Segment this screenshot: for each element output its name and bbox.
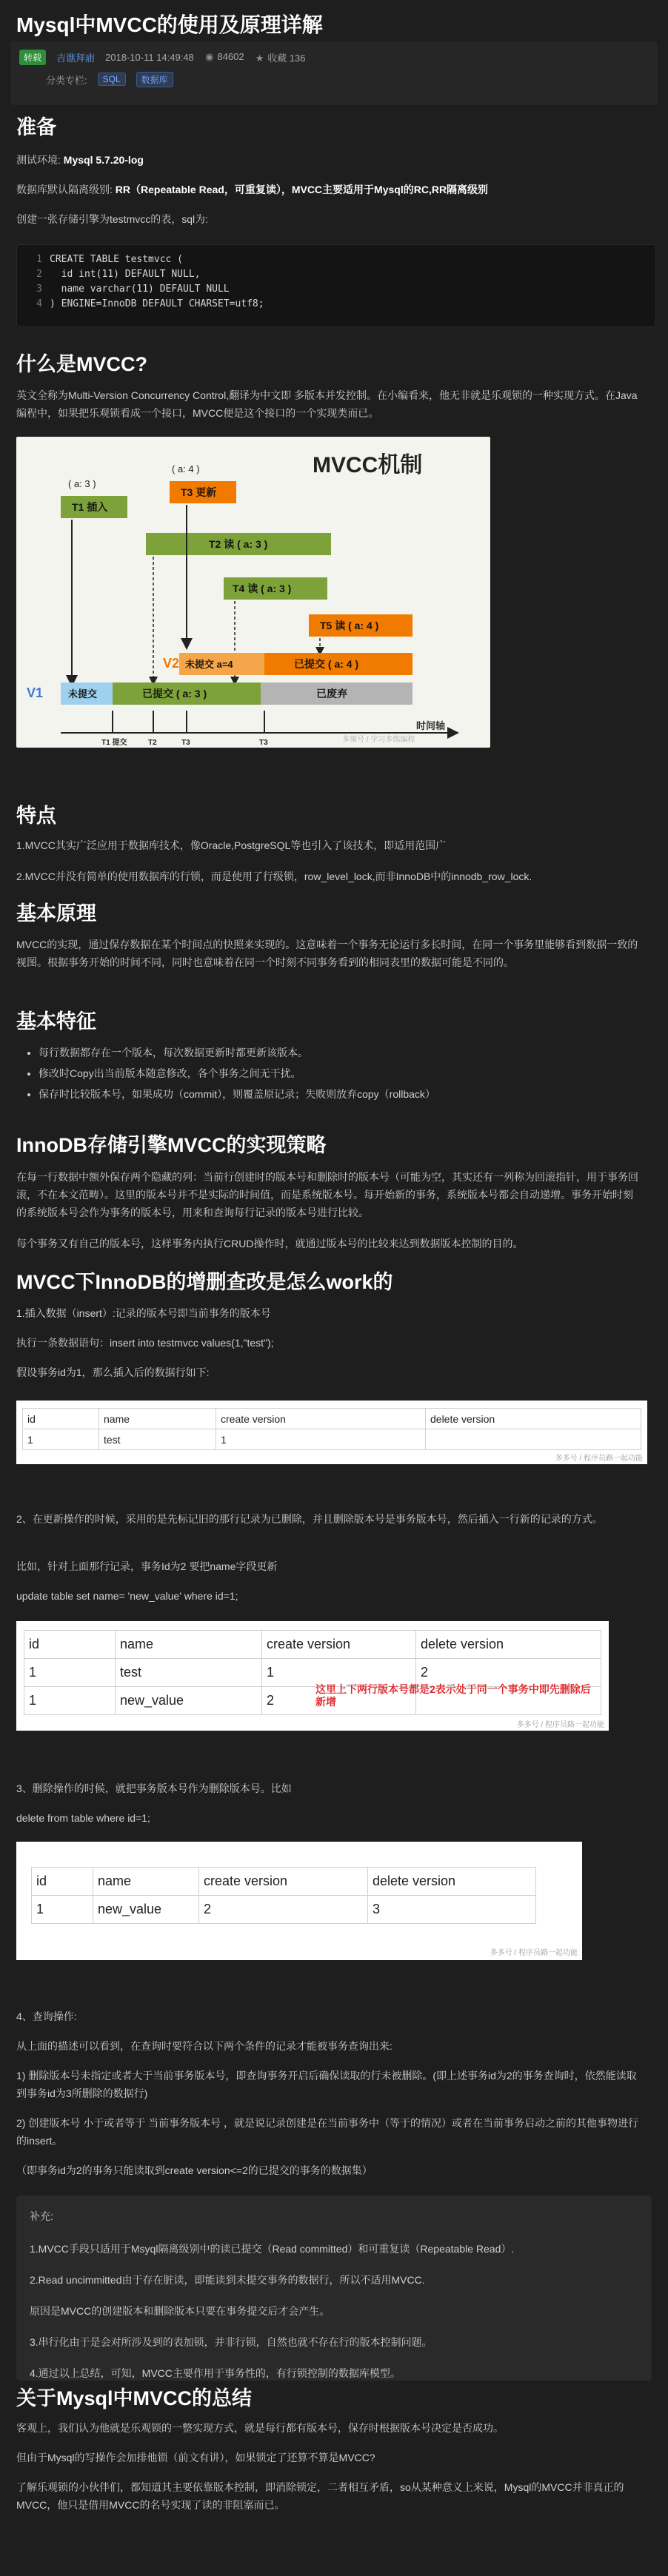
tick-label-3: T3 bbox=[181, 739, 190, 747]
basic-list bbox=[16, 1042, 665, 1104]
features-p1: 1.MVCC其实广泛应用于数据库技术，像Oracle,PostgreSQL等也引入了该技术，即适用范围广 bbox=[16, 839, 447, 851]
table-row bbox=[32, 1896, 536, 1924]
v1-label: V1 bbox=[27, 685, 44, 700]
table3 bbox=[31, 1867, 536, 1924]
table-header-cell: delete version bbox=[368, 1868, 536, 1896]
table-header-cell: name bbox=[99, 1409, 216, 1429]
line-number: 3 bbox=[36, 284, 42, 295]
table-header-row bbox=[24, 1631, 601, 1659]
principle-para: MVCC的实现，通过保存数据在某个时间点的快照来实现的。这意味着一个事务无论运行多长时间，在同一个事务里能够看到数据一致的视图。根据事务开始的时间不同，同时也意味着在同一个时刻不同事务看到的相同表里的数据可能是不同的。 bbox=[16, 939, 638, 968]
supplement-item: 2.Read uncimmitted由于存在脏读，即能读到未提交事务的数据行，所以不适用MVCC. bbox=[30, 2274, 425, 2286]
v1-committed-label: 已提交 ( a: 3 ) bbox=[142, 688, 207, 700]
diagram-watermark: 多频号 / 学习多练编程 bbox=[342, 736, 415, 744]
v2-committed-label: 已提交 ( a: 4 ) bbox=[294, 658, 359, 670]
insert-title: 1.插入数据（insert）:记录的版本号即当前事务的版本号 bbox=[16, 1307, 271, 1319]
table-header-cell: create version bbox=[262, 1631, 416, 1659]
table-cell: new_value bbox=[93, 1896, 199, 1924]
query-note: （即事务id为2的事务只能读取到create version<=2的已提交的事务的数据集） bbox=[16, 2164, 373, 2176]
table-header-cell: name bbox=[116, 1631, 262, 1659]
table2-watermark: 多多号 / 程序员路一起功能 bbox=[516, 1721, 604, 1729]
table3-container bbox=[16, 1842, 582, 1960]
mvcc-diagram-svg bbox=[16, 437, 490, 748]
table-cell: 2 bbox=[199, 1896, 368, 1924]
table-header-cell: id bbox=[23, 1409, 99, 1429]
page-title: Mysql中MVCC的使用及原理详解 bbox=[16, 13, 323, 36]
table-cell: new_value bbox=[116, 1687, 262, 1715]
code-text: ) ENGINE=InnoDB DEFAULT CHARSET=utf8; bbox=[50, 298, 264, 309]
innodb-para1: 在每一行数据中额外保存两个隐藏的列：当前行创建时的版本号和删除时的版本号（可能为空，其实还有一列称为回滚指针，用于事务回滚，不在本文范畴）。这里的版本号并不是实际的时间值，而是系统版本号。每开始新的事务，系统版本号都会自动递增。事务开始时刻的系统版本号会作为事务的版本号，用来和查询每行记录的版本号进行比较。 bbox=[16, 1171, 638, 1218]
table-cell: 1 bbox=[24, 1659, 116, 1687]
meta-row-1 bbox=[19, 49, 649, 65]
table-cell bbox=[426, 1429, 641, 1450]
v2-uncommitted-label: 未提交 a=4 bbox=[185, 659, 233, 670]
heading-prep: 准备 bbox=[16, 116, 56, 138]
code-line bbox=[23, 282, 649, 297]
table-cell: test bbox=[99, 1429, 216, 1450]
table-row bbox=[23, 1429, 641, 1450]
create-intro: 创建一张存储引擎为testmvcc的表，sql为: bbox=[16, 213, 209, 225]
supplement-item: 4.通过以上总结，可知，MVCC主要作用于事务性的，有行锁控制的数据库模型。 bbox=[30, 2367, 401, 2379]
favorites-label: 收藏 136 bbox=[267, 52, 306, 64]
table-header-cell: delete version bbox=[416, 1631, 601, 1659]
code-block[interactable] bbox=[16, 244, 656, 327]
author-link[interactable]: 吉谯拜庙 bbox=[56, 52, 96, 64]
repost-badge: 转载 bbox=[19, 50, 46, 65]
table-cell: 2 bbox=[262, 1687, 416, 1715]
table-cell: 1 bbox=[32, 1896, 93, 1924]
table2-container bbox=[16, 1621, 609, 1731]
iso-label: 数据库默认隔离级别: bbox=[16, 184, 113, 195]
table2-annotation: 这里上下两行版本号都是2表示处于同一个事务中即先删除后新增 bbox=[315, 1683, 591, 1708]
iso-line bbox=[16, 181, 488, 198]
query-condition-2: 2) 创建版本号 小于或者等于 当前事务版本号 ，就是说记录创建是在当前事务中（等于的情况）或者在当前事务启动之前的其他事物进行的insert。 bbox=[16, 2117, 639, 2147]
v1-uncommitted-label: 未提交 bbox=[68, 688, 98, 700]
star-icon: ★ bbox=[255, 52, 264, 64]
list-item: • 保存时比较版本号，如果成功（commit），则覆盖原记录；失败则放弃copy（rollback） bbox=[39, 1084, 665, 1104]
table1 bbox=[22, 1408, 641, 1450]
list-item: • 每行数据都存在一个版本，每次数据更新时都更新该版本。 bbox=[39, 1042, 665, 1063]
axis-label: 时间轴 bbox=[416, 720, 446, 731]
heading-principle: 基本原理 bbox=[16, 902, 96, 925]
table-cell: 2 bbox=[416, 1659, 601, 1687]
supplement-box bbox=[16, 2196, 652, 2381]
delete-sql: delete from table where id=1; bbox=[16, 1812, 150, 1824]
eye-icon: ◉ bbox=[205, 51, 214, 62]
table-header-cell: id bbox=[24, 1631, 116, 1659]
supplement-title: 补充: bbox=[30, 2210, 53, 2222]
update-sql: update table set name= 'new_value' where id=1; bbox=[16, 1590, 238, 1602]
env-value: Mysql 5.7.20-log bbox=[63, 154, 144, 166]
code-text: name varchar(11) DEFAULT NULL bbox=[50, 284, 230, 295]
table1-watermark: 多多号 / 程序员路一起功能 bbox=[555, 1455, 643, 1463]
code-line bbox=[23, 297, 649, 312]
table-header-row bbox=[23, 1409, 641, 1429]
summary-p3: 了解乐观锁的小伙伴们，都知道其主要依靠版本控制，即消除锁定，二者相互矛盾，so从某种意义上来说，Mysql的MVCC并非真正的MVCC，他只是借用MVCC的名号实现了读的非阻塞而已。 bbox=[16, 2481, 624, 2511]
t1-label: T1 插入 bbox=[72, 501, 108, 513]
table-header-cell: id bbox=[32, 1868, 93, 1896]
table-cell: 1 bbox=[262, 1659, 416, 1687]
iso-value: RR（Repeatable Read，可重复读），MVCC主要适用于Mysql的RC,RR隔离级别 bbox=[115, 184, 489, 195]
supplement-item: 3.串行化由于是会对所涉及到的表加锁，并非行锁，自然也就不存在行的版本控制问题。 bbox=[30, 2336, 432, 2348]
t4-label: T4 读 ( a: 3 ) bbox=[233, 583, 292, 594]
summary-p1: 客观上，我们认为他就是乐观锁的一整实现方式，就是每行都有版本号，保存时根据版本号决定是否成功。 bbox=[16, 2422, 504, 2434]
summary-p2: 但由于Mysql的写操作会加排他锁（前文有讲），如果锁定了还算不算是MVCC? bbox=[16, 2452, 375, 2463]
article-meta bbox=[10, 41, 658, 105]
table-cell: 3 bbox=[368, 1896, 536, 1924]
line-number: 1 bbox=[36, 254, 42, 265]
column-tag-database[interactable]: 数据库 bbox=[136, 72, 173, 87]
heading-crud: MVCC下InnoDB的增删查改是怎么work的 bbox=[16, 1271, 393, 1293]
heading-features: 特点 bbox=[16, 805, 56, 827]
heading-basic: 基本特征 bbox=[16, 1010, 96, 1033]
column-tag-sql[interactable]: SQL bbox=[98, 73, 126, 86]
meta-row-2 bbox=[19, 71, 649, 87]
diagram-title: MVCC机制 bbox=[313, 453, 423, 477]
t3-label: T3 更新 bbox=[181, 486, 217, 498]
tick-label-4: T3 bbox=[259, 739, 268, 747]
table-cell: test bbox=[116, 1659, 262, 1687]
table-header-cell: create version bbox=[216, 1409, 426, 1429]
table-cell: 1 bbox=[216, 1429, 426, 1450]
table-header-cell: name bbox=[93, 1868, 199, 1896]
v2-label: V2 bbox=[163, 656, 180, 671]
table-cell: 1 bbox=[23, 1429, 99, 1450]
code-line bbox=[23, 267, 649, 282]
table-row bbox=[24, 1659, 601, 1687]
heading-innodb: InnoDB存储引擎MVCC的实现策略 bbox=[16, 1134, 327, 1156]
update-eg: 比如，针对上面那行记录，事务Id为2 要把name字段更新 bbox=[16, 1560, 278, 1572]
tick-label-2: T2 bbox=[148, 739, 157, 747]
line-number: 4 bbox=[36, 298, 42, 309]
what-para: 英文全称为Multi-Version Concurrency Control,翻译为中文即 多版本并发控制。在小编看来，他无非就是乐观锁的一种实现方式。在Java编程中，如果把乐观锁看成一个接口，MVCC便是这个接口的一个实现类而已。 bbox=[16, 389, 638, 419]
query-title: 4、查询操作: bbox=[16, 2010, 77, 2022]
env-label: 测试环境: bbox=[16, 154, 61, 166]
code-line bbox=[23, 252, 649, 267]
heading-what: 什么是MVCC? bbox=[16, 353, 147, 375]
tick-label-1: T1 提交 bbox=[101, 739, 127, 747]
list-item: • 修改时Copy出当前版本随意修改，各个事务之间无干扰。 bbox=[39, 1063, 665, 1084]
table-header-cell: delete version bbox=[426, 1409, 641, 1429]
code-text: id int(11) DEFAULT NULL, bbox=[50, 269, 201, 280]
column-label: 分类专栏: bbox=[46, 74, 87, 86]
query-intro: 从上面的描述可以看到，在查询时要符合以下两个条件的记录才能被事务查询出来: bbox=[16, 2040, 393, 2052]
v1-discarded-label: 已废弃 bbox=[316, 688, 347, 700]
table-cell: 1 bbox=[24, 1687, 116, 1715]
t5-label: T5 读 ( a: 4 ) bbox=[320, 620, 379, 631]
table3-watermark: 多多号 / 程序员路一起功能 bbox=[490, 1949, 578, 1957]
views-value: 84602 bbox=[217, 51, 244, 62]
insert-assume: 假设事务id为1，那么插入后的数据行如下: bbox=[16, 1366, 210, 1378]
table1-container bbox=[16, 1401, 647, 1464]
supplement-item: 1.MVCC手段只适用于Msyql隔离级别中的读已提交（Read committed）和可重复读（Repeatable Read）. bbox=[30, 2243, 515, 2255]
supplement-item: 原因是MVCC的创建版本和删除版本只要在事务提交后才会产生。 bbox=[30, 2305, 330, 2317]
heading-summary: 关于Mysql中MVCC的总结 bbox=[16, 2387, 253, 2409]
features-p2: 2.MVCC并没有简单的使用数据库的行锁，而是使用了行级锁，row_level_lock,而非InnoDB中的innodb_row_lock. bbox=[16, 871, 532, 882]
env-line bbox=[16, 151, 144, 169]
views-count bbox=[204, 51, 244, 63]
delete-title: 3、删除操作的时候，就把事务版本号作为删除版本号。比如 bbox=[16, 1782, 292, 1794]
favorites[interactable] bbox=[255, 50, 306, 64]
publish-date: 2018-10-11 14:49:48 bbox=[105, 51, 194, 63]
label-a3: ( a: 3 ) bbox=[68, 478, 96, 489]
label-a4: ( a: 4 ) bbox=[172, 463, 200, 474]
t2-label: T2 读 ( a: 3 ) bbox=[209, 538, 268, 550]
query-condition-1: 1) 删除版本号未指定或者大于当前事务版本号，即查询事务开启后确保读取的行未被删除。(即上述事务id为2的事务查询时，依然能读取到事务id为3所删除的数据行) bbox=[16, 2070, 637, 2099]
insert-exec: 执行一条数据语句：insert into testmvcc values(1,"test"); bbox=[16, 1337, 274, 1349]
mvcc-diagram bbox=[16, 437, 490, 748]
code-text: CREATE TABLE testmvcc ( bbox=[50, 254, 184, 265]
table-header-cell: create version bbox=[199, 1868, 368, 1896]
table-header-row bbox=[32, 1868, 536, 1896]
update-title: 2、在更新操作的时候，采用的是先标记旧的那行记录为已删除，并且删除版本号是事务版本号，然后插入一行新的记录的方式。 bbox=[16, 1513, 603, 1525]
innodb-para2: 每个事务又有自己的版本号，这样事务内执行CRUD操作时，就通过版本号的比较来达到数据版本控制的目的。 bbox=[16, 1238, 524, 1250]
line-number: 2 bbox=[36, 269, 42, 280]
